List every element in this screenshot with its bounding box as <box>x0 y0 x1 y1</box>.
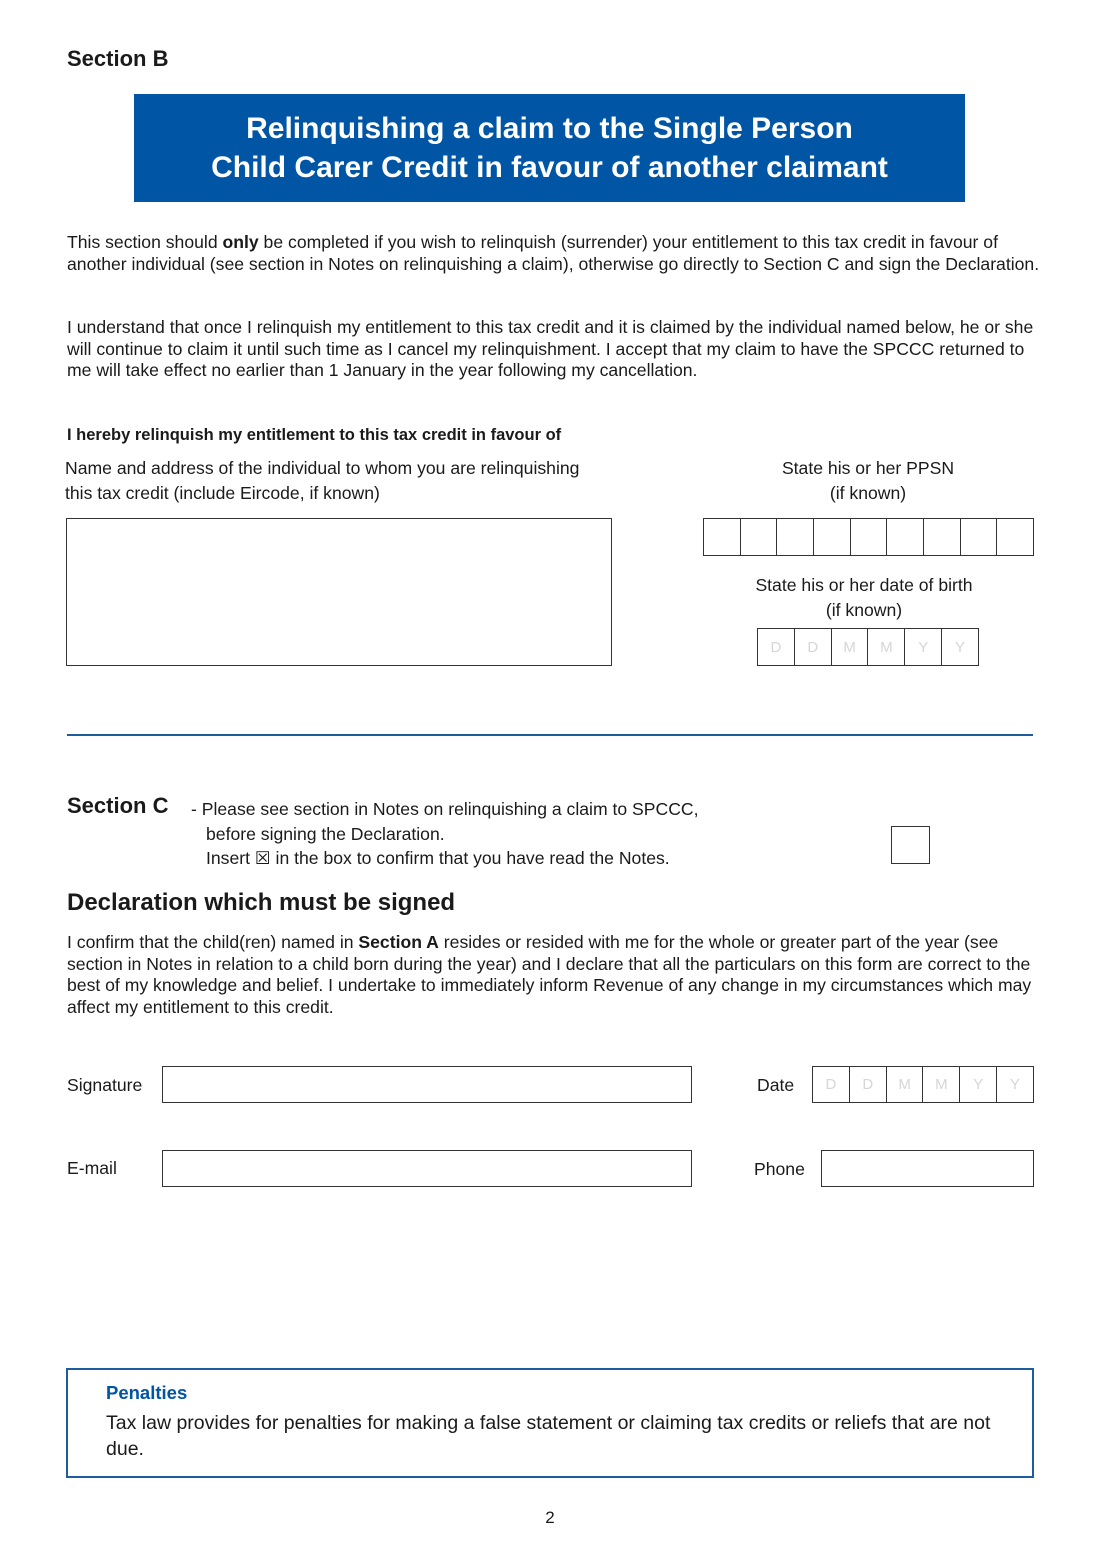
ppsn-cell[interactable] <box>923 519 960 555</box>
section-c-note <box>191 797 699 871</box>
dob-day-cell[interactable]: D <box>770 638 782 656</box>
dob-month-cell[interactable]: M <box>867 629 904 665</box>
email-field[interactable] <box>162 1150 692 1187</box>
phone-label: Phone <box>754 1159 805 1179</box>
understanding-text: I understand that once I relinquish my entitlement to this tax credit and it is claimed by the individual named below, he or she will continue to claim it until such time as I cancel my relinquishment. I accept that my claim to have the SPCCC returned to me will take effect no earlier than 1 January in the year following my cancellation. <box>67 317 1034 380</box>
banner-title-line-1: Relinquishing a claim to the Single Person <box>246 112 853 145</box>
ppsn-label <box>703 456 1033 506</box>
ppsn-cell[interactable] <box>776 519 813 555</box>
date-month-cell[interactable]: M <box>886 1067 923 1102</box>
ppsn-cell[interactable] <box>813 519 850 555</box>
section-b-banner <box>134 94 965 202</box>
declaration-text <box>67 932 1042 1018</box>
dob-year-cell[interactable]: Y <box>904 629 941 665</box>
name-address-field[interactable] <box>66 518 612 666</box>
date-day-cell[interactable]: D <box>825 1076 837 1093</box>
section-b-intro <box>67 232 1042 275</box>
dob-day-cell[interactable]: D <box>794 629 831 665</box>
phone-field[interactable] <box>821 1150 1034 1187</box>
intro-text-rest: be completed if you wish to relinquish (surrender) your entitlement to this tax credit in favour of another individual (see section in Notes on relinquishing a claim), otherwise go directly to Section C and sign the Declaration. <box>67 232 1040 274</box>
ppsn-cell[interactable] <box>850 519 887 555</box>
declaration-text-bold: Section A <box>358 932 439 952</box>
penalties-title: Penalties <box>106 1382 188 1403</box>
ppsn-cell[interactable] <box>960 519 997 555</box>
declaration-text-start: I confirm that the child(ren) named in <box>67 932 359 952</box>
penalties-box <box>66 1368 1034 1478</box>
date-field[interactable] <box>812 1066 1034 1103</box>
ppsn-label-line-1: State his or her PPSN <box>781 458 955 478</box>
notes-confirm-checkbox[interactable] <box>891 826 930 864</box>
section-c-heading: Section C <box>67 793 169 818</box>
penalties-text: Tax law provides for penalties for making a false statement or claiming tax credits or reliefs that are not due. <box>106 1412 991 1460</box>
ppsn-cell[interactable] <box>740 519 777 555</box>
intro-bold: only <box>222 232 259 252</box>
date-year-cell[interactable]: Y <box>996 1067 1033 1102</box>
ppsn-cell[interactable] <box>886 519 923 555</box>
declaration-title: Declaration which must be signed <box>67 889 456 916</box>
signature-label: Signature <box>67 1075 143 1095</box>
section-divider <box>67 734 1033 736</box>
ppsn-cell[interactable] <box>704 519 740 555</box>
date-day-cell[interactable]: D <box>849 1067 886 1102</box>
name-address-label <box>65 456 579 506</box>
ppsn-cell[interactable] <box>996 519 1033 555</box>
ppsn-field[interactable] <box>703 518 1034 556</box>
date-year-cell[interactable]: Y <box>959 1067 996 1102</box>
dob-label-line-1: State his or her date of birth <box>755 575 973 595</box>
section-b-heading: Section B <box>67 46 169 71</box>
section-c-note-line-1: - Please see section in Notes on relinquishing a claim to SPCCC, <box>191 799 699 819</box>
dob-field[interactable] <box>757 628 979 666</box>
signature-field[interactable] <box>162 1066 692 1103</box>
name-address-label-line-1: Name and address of the individual to whom you are relinquishing <box>65 458 580 478</box>
name-address-label-line-2: this tax credit (include Eircode, if known) <box>65 483 380 503</box>
dob-label-line-2: (if known) <box>825 600 903 620</box>
section-c-note-line-2: before signing the Declaration. <box>206 823 445 844</box>
declaration-text-rest: resides or resided with me for the whole or greater part of the year (see section in Notes in relation to a child born during the year) and I declare that all the particulars on this form are correct to the best of my knowledge and belief. I undertake to immediately inform Revenue of any change in my circumstances which may affect my entitlement to this credit. <box>67 932 1032 1017</box>
date-month-cell[interactable]: M <box>922 1067 959 1102</box>
dob-month-cell[interactable]: M <box>831 629 868 665</box>
email-label: E-mail <box>67 1158 117 1178</box>
ppsn-label-line-2: (if known) <box>829 483 907 503</box>
dob-year-cell[interactable]: Y <box>941 629 978 665</box>
dob-label <box>703 573 1025 623</box>
intro-text: This section should <box>67 232 223 252</box>
relinquish-statement: I hereby relinquish my entitlement to this tax credit in favour of <box>67 426 562 444</box>
banner-title-line-2: Child Carer Credit in favour of another claimant <box>211 151 888 184</box>
page-number: 2 <box>545 1508 555 1527</box>
date-label: Date <box>757 1075 795 1095</box>
section-c-note-line-3: Insert ☒ in the box to confirm that you have read the Notes. <box>206 848 670 868</box>
